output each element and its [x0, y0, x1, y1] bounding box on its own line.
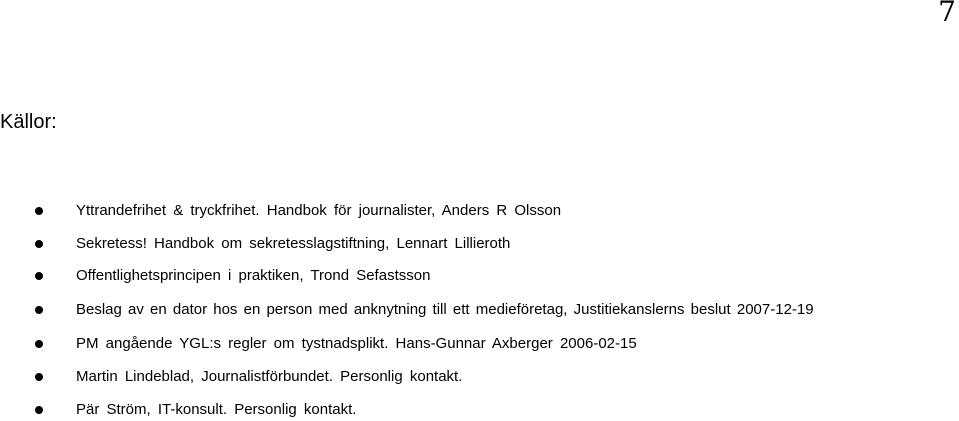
source-text: Martin Lindeblad, Journalistförbundet. Personlig kontakt.: [76, 368, 463, 385]
sources-heading: Källor:: [0, 111, 57, 133]
bullet-icon: [35, 272, 43, 280]
page-number: 7: [938, 0, 956, 28]
source-text: Pär Ström, IT-konsult. Personlig kontakt.: [76, 401, 357, 418]
bullet-icon: [35, 207, 43, 215]
bullet-icon: [35, 406, 43, 414]
source-text: Sekretess! Handbok om sekretesslagstiftning, Lennart Lillieroth: [76, 235, 511, 252]
bullet-icon: [35, 240, 43, 248]
source-text: PM angående YGL:s regler om tystnadsplikt. Hans-Gunnar Axberger 2006-02-15: [76, 335, 637, 352]
source-text: Yttrandefrihet & tryckfrihet. Handbok för journalister, Anders R Olsson: [76, 202, 562, 219]
bullet-icon: [35, 340, 43, 348]
source-text: Beslag av en dator hos en person med anknytning till ett medieföretag, Justitiekanslerns beslut 2007-12-19: [76, 301, 814, 318]
bullet-icon: [35, 373, 43, 381]
bullet-icon: [35, 306, 43, 314]
source-text: Offentlighetsprincipen i praktiken, Trond Sefastsson: [76, 267, 431, 284]
